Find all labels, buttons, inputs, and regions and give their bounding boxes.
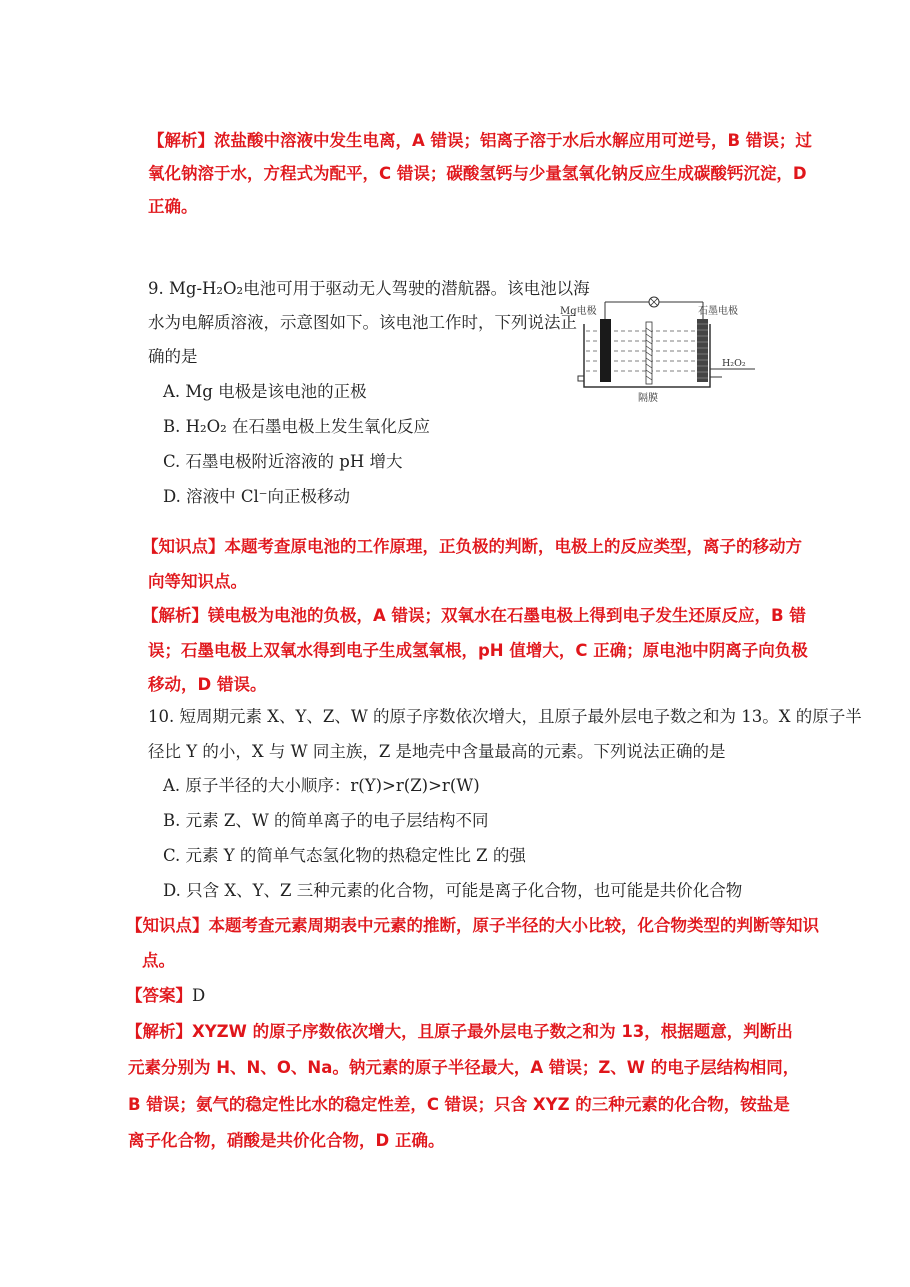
- question-9-analysis-3: 移动，D 错误。: [148, 675, 267, 694]
- question-9-stem-1: 9. Mg-H₂O₂电池可用于驱动无人驾驶的潜航器。该电池以海: [148, 279, 590, 298]
- question-10-knowledge-1: 【知识点】本题考查元素周期表中元素的推断，原子半径的大小比较，化合物类型的判断等知识: [126, 916, 819, 935]
- question-9-knowledge-2: 向等知识点。: [148, 572, 247, 591]
- question-10-stem-1: 10. 短周期元素 X、Y、Z、W 的原子序数依次增大，且原子最外层电子数之和为 13。X 的原子半: [148, 707, 862, 726]
- question-9-analysis-2: 误；石墨电极上双氧水得到电子生成氢氧根，pH 值增大，C 正确；原电池中阴离子向负极: [148, 641, 808, 660]
- question-10-option-d: D. 只含 X、Y、Z 三种元素的化合物，可能是离子化合物，也可能是共价化合物: [163, 881, 743, 900]
- question-9-analysis-1: 【解析】镁电极为电池的负极，A 错误；双氧水在石墨电极上得到电子发生还原反应，B 错: [142, 606, 806, 625]
- question-10-analysis-2: 元素分别为 H、N、O、Na。钠元素的原子半径最大，A 错误；Z、W 的电子层结构相同，: [128, 1058, 800, 1077]
- h2o2-inlet-label: H₂O₂: [722, 358, 746, 369]
- question-10-option-b: B. 元素 Z、W 的简单离子的电子层结构不同: [163, 811, 489, 830]
- question-10-option-c: C. 元素 Y 的简单气态氢化物的热稳定性比 Z 的强: [163, 846, 526, 865]
- question-10-knowledge-2: 点。: [142, 951, 175, 970]
- question-9-stem-2: 水为电解质溶液，示意图如下。该电池工作时，下列说法正: [148, 313, 577, 332]
- question-10-answer: [126, 985, 205, 1007]
- question-10-stem-2: 径比 Y 的小，X 与 W 同主族，Z 是地壳中含量最高的元素。下列说法正确的是: [148, 742, 726, 761]
- battery-diagram: [560, 284, 760, 409]
- question-9-knowledge-1: 【知识点】本题考查原电池的工作原理，正负极的判断，电极上的反应类型，离子的移动方: [142, 537, 802, 556]
- question-10-option-a: A. 原子半径的大小顺序：r(Y)>r(Z)>r(W): [163, 776, 480, 795]
- mg-electrode-label: Mg电极: [560, 306, 597, 317]
- analysis-8-line-3: 正确。: [148, 197, 198, 216]
- question-9-option-d: D. 溶液中 Cl⁻向正极移动: [163, 487, 350, 506]
- question-9-stem-3: 确的是: [148, 347, 198, 366]
- question-10-analysis-4: 离子化合物，硝酸是共价化合物，D 正确。: [128, 1131, 445, 1150]
- graphite-electrode: [697, 319, 708, 382]
- answer-tag: 【答案】: [126, 986, 192, 1005]
- question-9-option-c: C. 石墨电极附近溶液的 pH 增大: [163, 452, 403, 471]
- analysis-8-line-1: 【解析】浓盐酸中溶液中发生电离，A 错误；铝离子溶于水后水解应用可逆号，B 错误；过: [148, 131, 812, 150]
- mg-electrode: [600, 319, 611, 382]
- answer-value: D: [192, 986, 206, 1005]
- separator-label: 隔膜: [638, 393, 658, 404]
- question-9-option-a: A. Mg 电极是该电池的正极: [163, 382, 367, 401]
- question-9-option-b: B. H₂O₂ 在石墨电极上发生氧化反应: [163, 417, 431, 436]
- analysis-8-line-2: 氧化钠溶于水，方程式为配平，C 错误；碳酸氢钙与少量氢氧化钠反应生成碳酸钙沉淀，D: [148, 164, 807, 183]
- graphite-electrode-label: 石墨电极: [698, 306, 738, 317]
- question-10-analysis-3: B 错误；氨气的稳定性比水的稳定性差，C 错误；只含 XYZ 的三种元素的化合物，铵盐是: [128, 1095, 790, 1114]
- question-10-analysis-1: 【解析】XYZW 的原子序数依次增大，且原子最外层电子数之和为 13，根据题意，判断出: [126, 1022, 793, 1041]
